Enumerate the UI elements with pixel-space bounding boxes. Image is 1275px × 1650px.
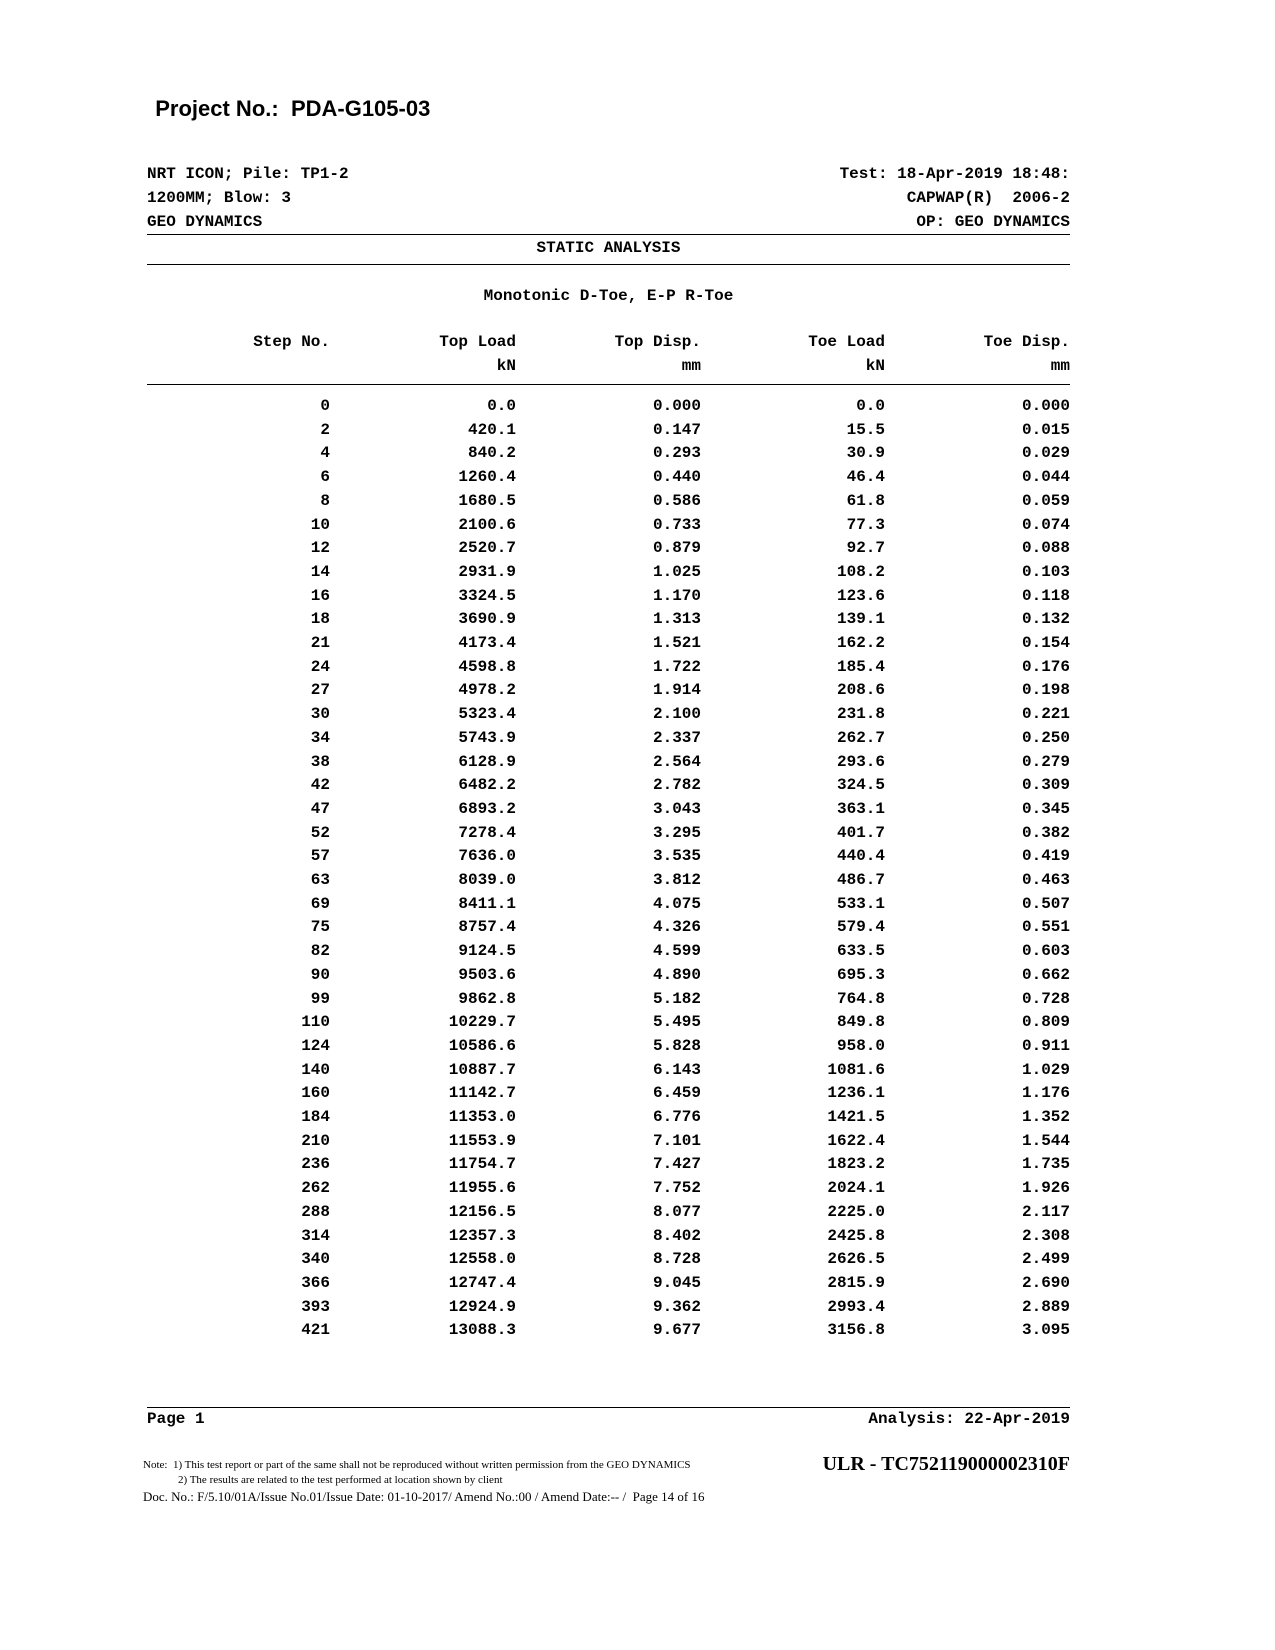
cell-top-disp: 2.782 xyxy=(652,776,701,795)
cell-toe-load: 1236.1 xyxy=(827,1084,885,1103)
cell-toe-load: 2815.9 xyxy=(827,1273,885,1292)
table-row xyxy=(0,705,1275,729)
cell-step: 42 xyxy=(310,776,330,795)
cell-toe-disp: 0.118 xyxy=(1021,586,1070,605)
cell-top-disp: 9.677 xyxy=(652,1321,701,1340)
cell-toe-disp: 0.015 xyxy=(1021,420,1070,439)
cell-step: 99 xyxy=(310,989,330,1008)
cell-toe-load: 293.6 xyxy=(836,752,885,771)
cell-top-disp: 9.362 xyxy=(652,1297,701,1316)
cell-top-load: 4173.4 xyxy=(458,634,516,652)
analysis-date: Analysis: 22-Apr-2019 xyxy=(868,1410,1070,1428)
table-row xyxy=(0,1274,1275,1298)
cell-top-load: 6482.2 xyxy=(458,776,516,795)
cell-toe-disp: 0.911 xyxy=(1021,1036,1070,1055)
cell-step: 75 xyxy=(310,918,330,937)
cell-toe-disp: 0.419 xyxy=(1021,847,1070,866)
cell-toe-disp: 0.603 xyxy=(1021,942,1070,961)
cell-toe-disp: 0.250 xyxy=(1021,728,1070,747)
cell-toe-load: 2024.1 xyxy=(827,1179,885,1198)
column-header-toe-disp: Toe Disp. xyxy=(983,333,1070,351)
cell-toe-disp: 0.728 xyxy=(1021,989,1070,1008)
cell-top-load: 11353.0 xyxy=(448,1108,516,1126)
cell-toe-disp: 0.132 xyxy=(1021,610,1070,629)
table-row xyxy=(0,421,1275,445)
cell-step: 30 xyxy=(310,705,330,724)
cell-top-load: 10586.6 xyxy=(448,1036,516,1055)
cell-step: 236 xyxy=(301,1155,330,1174)
cell-toe-load: 185.4 xyxy=(836,657,885,676)
table-row xyxy=(0,1179,1275,1203)
cell-top-disp: 6.776 xyxy=(652,1108,701,1126)
project-value: PDA-G105-03 xyxy=(290,96,431,121)
cell-top-disp: 1.025 xyxy=(652,562,701,581)
cell-toe-load: 533.1 xyxy=(836,894,885,913)
cell-top-disp: 0.879 xyxy=(652,539,701,558)
table-row xyxy=(0,729,1275,753)
cell-toe-load: 1421.5 xyxy=(827,1108,885,1126)
cell-top-load: 8039.0 xyxy=(458,871,516,889)
cell-top-load: 12747.4 xyxy=(448,1273,516,1292)
cell-step: 21 xyxy=(310,634,330,652)
cell-step: 47 xyxy=(310,799,330,818)
cell-top-disp: 5.182 xyxy=(652,989,701,1008)
cell-step: 160 xyxy=(301,1084,330,1103)
header-operator: OP: GEO DYNAMICS xyxy=(916,213,1070,231)
table-row xyxy=(0,1227,1275,1251)
column-header-toe-load: Toe Load xyxy=(808,333,885,351)
cell-toe-disp: 0.463 xyxy=(1021,871,1070,889)
cell-toe-load: 363.1 xyxy=(836,799,885,818)
cell-toe-load: 46.4 xyxy=(846,468,885,487)
cell-toe-disp: 0.000 xyxy=(1021,397,1070,415)
cell-top-load: 12156.5 xyxy=(448,1202,516,1221)
divider xyxy=(147,1407,1070,1408)
cell-toe-disp: 1.029 xyxy=(1021,1060,1070,1079)
note-1: Note: 1) This test report or part of the same shall not be reproduced without written permission from the GEO DYNAMICS xyxy=(143,1459,691,1471)
cell-toe-load: 162.2 xyxy=(836,634,885,652)
cell-top-load: 840.2 xyxy=(467,444,516,463)
table-row xyxy=(0,871,1275,895)
column-header-top-disp: Top Disp. xyxy=(614,333,701,351)
cell-step: 8 xyxy=(320,491,330,510)
cell-top-disp: 2.100 xyxy=(652,705,701,724)
cell-toe-disp: 0.088 xyxy=(1021,539,1070,558)
cell-toe-disp: 3.095 xyxy=(1021,1321,1070,1340)
cell-top-load: 9862.8 xyxy=(458,989,516,1008)
cell-toe-load: 579.4 xyxy=(836,918,885,937)
unit-top-load: kN xyxy=(496,357,516,375)
cell-toe-load: 324.5 xyxy=(836,776,885,795)
cell-toe-disp: 2.499 xyxy=(1021,1250,1070,1269)
cell-top-disp: 4.890 xyxy=(652,965,701,984)
cell-top-load: 7278.4 xyxy=(458,823,516,842)
cell-step: 393 xyxy=(301,1297,330,1316)
cell-toe-load: 633.5 xyxy=(836,942,885,961)
cell-step: 16 xyxy=(310,586,330,605)
cell-toe-disp: 0.221 xyxy=(1021,705,1070,724)
cell-top-load: 10229.7 xyxy=(448,1013,516,1032)
cell-toe-disp: 0.154 xyxy=(1021,634,1070,652)
cell-toe-disp: 0.044 xyxy=(1021,468,1070,487)
section-title: STATIC ANALYSIS xyxy=(536,239,681,257)
cell-toe-load: 1622.4 xyxy=(827,1131,885,1150)
table-row xyxy=(0,1132,1275,1156)
table-row xyxy=(0,1061,1275,1085)
table-row xyxy=(0,681,1275,705)
cell-toe-load: 1081.6 xyxy=(827,1060,885,1079)
cell-toe-load: 401.7 xyxy=(836,823,885,842)
cell-top-load: 0.0 xyxy=(487,397,516,415)
cell-top-disp: 3.535 xyxy=(652,847,701,866)
table-row xyxy=(0,658,1275,682)
cell-top-load: 13088.3 xyxy=(448,1321,516,1340)
header-company: GEO DYNAMICS xyxy=(147,213,263,231)
table-row xyxy=(0,847,1275,871)
cell-step: 10 xyxy=(310,515,330,534)
cell-toe-load: 77.3 xyxy=(846,515,885,534)
cell-step: 6 xyxy=(320,468,330,487)
cell-toe-load: 3156.8 xyxy=(827,1321,885,1340)
table-row xyxy=(0,800,1275,824)
cell-top-disp: 0.147 xyxy=(652,420,701,439)
cell-top-disp: 7.752 xyxy=(652,1179,701,1198)
cell-toe-load: 61.8 xyxy=(846,491,885,510)
cell-toe-disp: 2.690 xyxy=(1021,1273,1070,1292)
cell-step: 18 xyxy=(310,610,330,629)
cell-step: 262 xyxy=(301,1179,330,1198)
cell-top-load: 5743.9 xyxy=(458,728,516,747)
cell-top-disp: 3.043 xyxy=(652,799,701,818)
cell-toe-load: 15.5 xyxy=(846,420,885,439)
cell-step: 12 xyxy=(310,539,330,558)
table-header-row xyxy=(0,333,1275,357)
table-row xyxy=(0,468,1275,492)
table-row xyxy=(0,942,1275,966)
cell-toe-disp: 0.176 xyxy=(1021,657,1070,676)
cell-top-load: 12357.3 xyxy=(448,1226,516,1245)
cell-top-disp: 1.170 xyxy=(652,586,701,605)
cell-top-load: 11754.7 xyxy=(448,1155,516,1174)
column-header-top-load: Top Load xyxy=(439,333,516,351)
table-units-row xyxy=(0,357,1275,381)
cell-top-load: 10887.7 xyxy=(448,1060,516,1079)
cell-toe-load: 92.7 xyxy=(846,539,885,558)
unit-top-disp: mm xyxy=(681,357,701,375)
header-software: CAPWAP(R) 2006-2 xyxy=(906,189,1070,207)
cell-toe-disp: 1.176 xyxy=(1021,1084,1070,1103)
table-row xyxy=(0,1203,1275,1227)
divider xyxy=(147,264,1070,265)
table-row xyxy=(0,516,1275,540)
cell-top-disp: 0.293 xyxy=(652,444,701,463)
unit-toe-load: kN xyxy=(865,357,885,375)
cell-toe-disp: 2.117 xyxy=(1021,1202,1070,1221)
header-size-blow: 1200MM; Blow: 3 xyxy=(147,189,292,207)
project-number xyxy=(143,70,430,122)
table-row xyxy=(0,1108,1275,1132)
table-row xyxy=(0,776,1275,800)
table-row xyxy=(0,397,1275,421)
cell-step: 82 xyxy=(310,942,330,961)
table-row xyxy=(0,444,1275,468)
cell-top-load: 9503.6 xyxy=(458,965,516,984)
header-site-pile: NRT ICON; Pile: TP1-2 xyxy=(147,165,349,183)
table-row xyxy=(0,966,1275,990)
table-row xyxy=(0,918,1275,942)
cell-toe-load: 1823.2 xyxy=(827,1155,885,1174)
cell-top-load: 6893.2 xyxy=(458,799,516,818)
cell-top-disp: 0.000 xyxy=(652,397,701,415)
cell-toe-disp: 0.382 xyxy=(1021,823,1070,842)
cell-step: 110 xyxy=(301,1013,330,1032)
cell-step: 63 xyxy=(310,871,330,889)
table-row xyxy=(0,1084,1275,1108)
divider xyxy=(147,384,1070,385)
cell-step: 2 xyxy=(320,420,330,439)
cell-top-load: 11142.7 xyxy=(448,1084,516,1103)
table-row xyxy=(0,587,1275,611)
cell-toe-disp: 1.544 xyxy=(1021,1131,1070,1150)
cell-toe-disp: 0.198 xyxy=(1021,681,1070,700)
cell-toe-disp: 1.926 xyxy=(1021,1179,1070,1198)
cell-top-load: 12558.0 xyxy=(448,1250,516,1269)
cell-toe-load: 0.0 xyxy=(856,397,885,415)
cell-top-disp: 9.045 xyxy=(652,1273,701,1292)
cell-toe-load: 208.6 xyxy=(836,681,885,700)
cell-toe-disp: 0.551 xyxy=(1021,918,1070,937)
cell-top-disp: 2.564 xyxy=(652,752,701,771)
project-label: Project No.: xyxy=(155,96,279,121)
cell-step: 288 xyxy=(301,1202,330,1221)
table-row xyxy=(0,1250,1275,1274)
cell-toe-disp: 1.352 xyxy=(1021,1108,1070,1126)
cell-step: 0 xyxy=(320,397,330,415)
cell-top-disp: 0.586 xyxy=(652,491,701,510)
cell-toe-disp: 1.735 xyxy=(1021,1155,1070,1174)
table-row xyxy=(0,895,1275,919)
cell-toe-load: 2425.8 xyxy=(827,1226,885,1245)
cell-top-disp: 1.521 xyxy=(652,634,701,652)
cell-top-load: 8757.4 xyxy=(458,918,516,937)
cell-toe-disp: 0.507 xyxy=(1021,894,1070,913)
cell-top-disp: 6.143 xyxy=(652,1060,701,1079)
cell-top-disp: 8.728 xyxy=(652,1250,701,1269)
cell-step: 24 xyxy=(310,657,330,676)
cell-toe-load: 764.8 xyxy=(836,989,885,1008)
cell-toe-disp: 0.074 xyxy=(1021,515,1070,534)
cell-top-load: 7636.0 xyxy=(458,847,516,866)
cell-step: 314 xyxy=(301,1226,330,1245)
cell-toe-disp: 2.889 xyxy=(1021,1297,1070,1316)
cell-toe-load: 139.1 xyxy=(836,610,885,629)
cell-top-load: 1260.4 xyxy=(458,468,516,487)
analysis-subtitle: Monotonic D-Toe, E-P R-Toe xyxy=(483,287,734,305)
cell-step: 210 xyxy=(301,1131,330,1150)
cell-top-disp: 1.722 xyxy=(652,657,701,676)
cell-toe-disp: 0.662 xyxy=(1021,965,1070,984)
cell-toe-load: 958.0 xyxy=(836,1036,885,1055)
cell-toe-load: 231.8 xyxy=(836,705,885,724)
cell-step: 421 xyxy=(301,1321,330,1340)
cell-top-load: 1680.5 xyxy=(458,491,516,510)
table-row xyxy=(0,492,1275,516)
table-row xyxy=(0,753,1275,777)
cell-toe-load: 108.2 xyxy=(836,562,885,581)
cell-top-load: 2931.9 xyxy=(458,562,516,581)
cell-toe-disp: 0.809 xyxy=(1021,1013,1070,1032)
cell-top-disp: 0.733 xyxy=(652,515,701,534)
table-row xyxy=(0,1013,1275,1037)
cell-top-load: 420.1 xyxy=(467,420,516,439)
cell-top-load: 2100.6 xyxy=(458,515,516,534)
cell-top-load: 12924.9 xyxy=(448,1297,516,1316)
table-row xyxy=(0,563,1275,587)
cell-toe-load: 849.8 xyxy=(836,1013,885,1032)
cell-step: 14 xyxy=(310,562,330,581)
cell-top-load: 2520.7 xyxy=(458,539,516,558)
cell-toe-load: 262.7 xyxy=(836,728,885,747)
cell-top-disp: 5.828 xyxy=(652,1036,701,1055)
cell-toe-disp: 0.059 xyxy=(1021,491,1070,510)
cell-step: 52 xyxy=(310,823,330,842)
cell-top-disp: 1.313 xyxy=(652,610,701,629)
cell-top-load: 8411.1 xyxy=(458,894,516,913)
cell-toe-load: 2993.4 xyxy=(827,1297,885,1316)
table-row xyxy=(0,539,1275,563)
header-test-date: Test: 18-Apr-2019 18:48: xyxy=(839,165,1070,183)
cell-top-disp: 8.402 xyxy=(652,1226,701,1245)
cell-toe-load: 486.7 xyxy=(836,871,885,889)
note-2: 2) The results are related to the test performed at location shown by client xyxy=(178,1474,503,1486)
cell-top-load: 4598.8 xyxy=(458,657,516,676)
table-row xyxy=(0,824,1275,848)
table-row xyxy=(0,1298,1275,1322)
cell-top-load: 9124.5 xyxy=(458,942,516,961)
cell-toe-disp: 0.309 xyxy=(1021,776,1070,795)
cell-step: 4 xyxy=(320,444,330,463)
cell-top-disp: 4.326 xyxy=(652,918,701,937)
cell-toe-disp: 0.279 xyxy=(1021,752,1070,771)
table-row xyxy=(0,1321,1275,1345)
cell-top-disp: 7.101 xyxy=(652,1131,701,1150)
cell-top-disp: 7.427 xyxy=(652,1155,701,1174)
cell-top-disp: 6.459 xyxy=(652,1084,701,1103)
cell-top-load: 11553.9 xyxy=(448,1131,516,1150)
cell-step: 38 xyxy=(310,752,330,771)
cell-top-disp: 2.337 xyxy=(652,728,701,747)
cell-toe-load: 2626.5 xyxy=(827,1250,885,1269)
cell-top-disp: 4.599 xyxy=(652,942,701,961)
cell-top-load: 11955.6 xyxy=(448,1179,516,1198)
column-header-step: Step No. xyxy=(253,333,330,351)
cell-toe-disp: 0.345 xyxy=(1021,799,1070,818)
unit-toe-disp: mm xyxy=(1050,357,1070,375)
cell-step: 69 xyxy=(310,894,330,913)
cell-step: 340 xyxy=(301,1250,330,1269)
page-number: Page 1 xyxy=(147,1410,205,1428)
document-number: Doc. No.: F/5.10/01A/Issue No.01/Issue Date: 01-10-2017/ Amend No.:00 / Amend Date:-- / Page 14 of 16 xyxy=(143,1489,705,1504)
cell-toe-load: 30.9 xyxy=(846,444,885,463)
table-row xyxy=(0,634,1275,658)
cell-toe-load: 123.6 xyxy=(836,586,885,605)
cell-top-load: 4978.2 xyxy=(458,681,516,700)
cell-top-disp: 3.295 xyxy=(652,823,701,842)
cell-top-disp: 5.495 xyxy=(652,1013,701,1032)
cell-top-load: 5323.4 xyxy=(458,705,516,724)
cell-top-disp: 4.075 xyxy=(652,894,701,913)
cell-step: 184 xyxy=(301,1108,330,1126)
cell-toe-load: 2225.0 xyxy=(827,1202,885,1221)
cell-toe-load: 440.4 xyxy=(836,847,885,866)
cell-step: 366 xyxy=(301,1273,330,1292)
cell-step: 57 xyxy=(310,847,330,866)
cell-step: 140 xyxy=(301,1060,330,1079)
cell-step: 124 xyxy=(301,1036,330,1055)
divider xyxy=(147,234,1070,235)
cell-top-disp: 8.077 xyxy=(652,1202,701,1221)
cell-top-load: 3690.9 xyxy=(458,610,516,629)
cell-toe-disp: 0.103 xyxy=(1021,562,1070,581)
cell-top-load: 3324.5 xyxy=(458,586,516,605)
table-row xyxy=(0,1037,1275,1061)
table-row xyxy=(0,990,1275,1014)
ulr-number: ULR - TC752119000002310F xyxy=(822,1453,1070,1475)
cell-toe-disp: 0.029 xyxy=(1021,444,1070,463)
cell-toe-disp: 2.308 xyxy=(1021,1226,1070,1245)
cell-step: 34 xyxy=(310,728,330,747)
cell-top-disp: 1.914 xyxy=(652,681,701,700)
table-row xyxy=(0,1155,1275,1179)
table-row xyxy=(0,610,1275,634)
cell-top-disp: 3.812 xyxy=(652,871,701,889)
cell-top-load: 6128.9 xyxy=(458,752,516,771)
cell-toe-load: 695.3 xyxy=(836,965,885,984)
cell-step: 27 xyxy=(310,681,330,700)
cell-step: 90 xyxy=(310,965,330,984)
cell-top-disp: 0.440 xyxy=(652,468,701,487)
